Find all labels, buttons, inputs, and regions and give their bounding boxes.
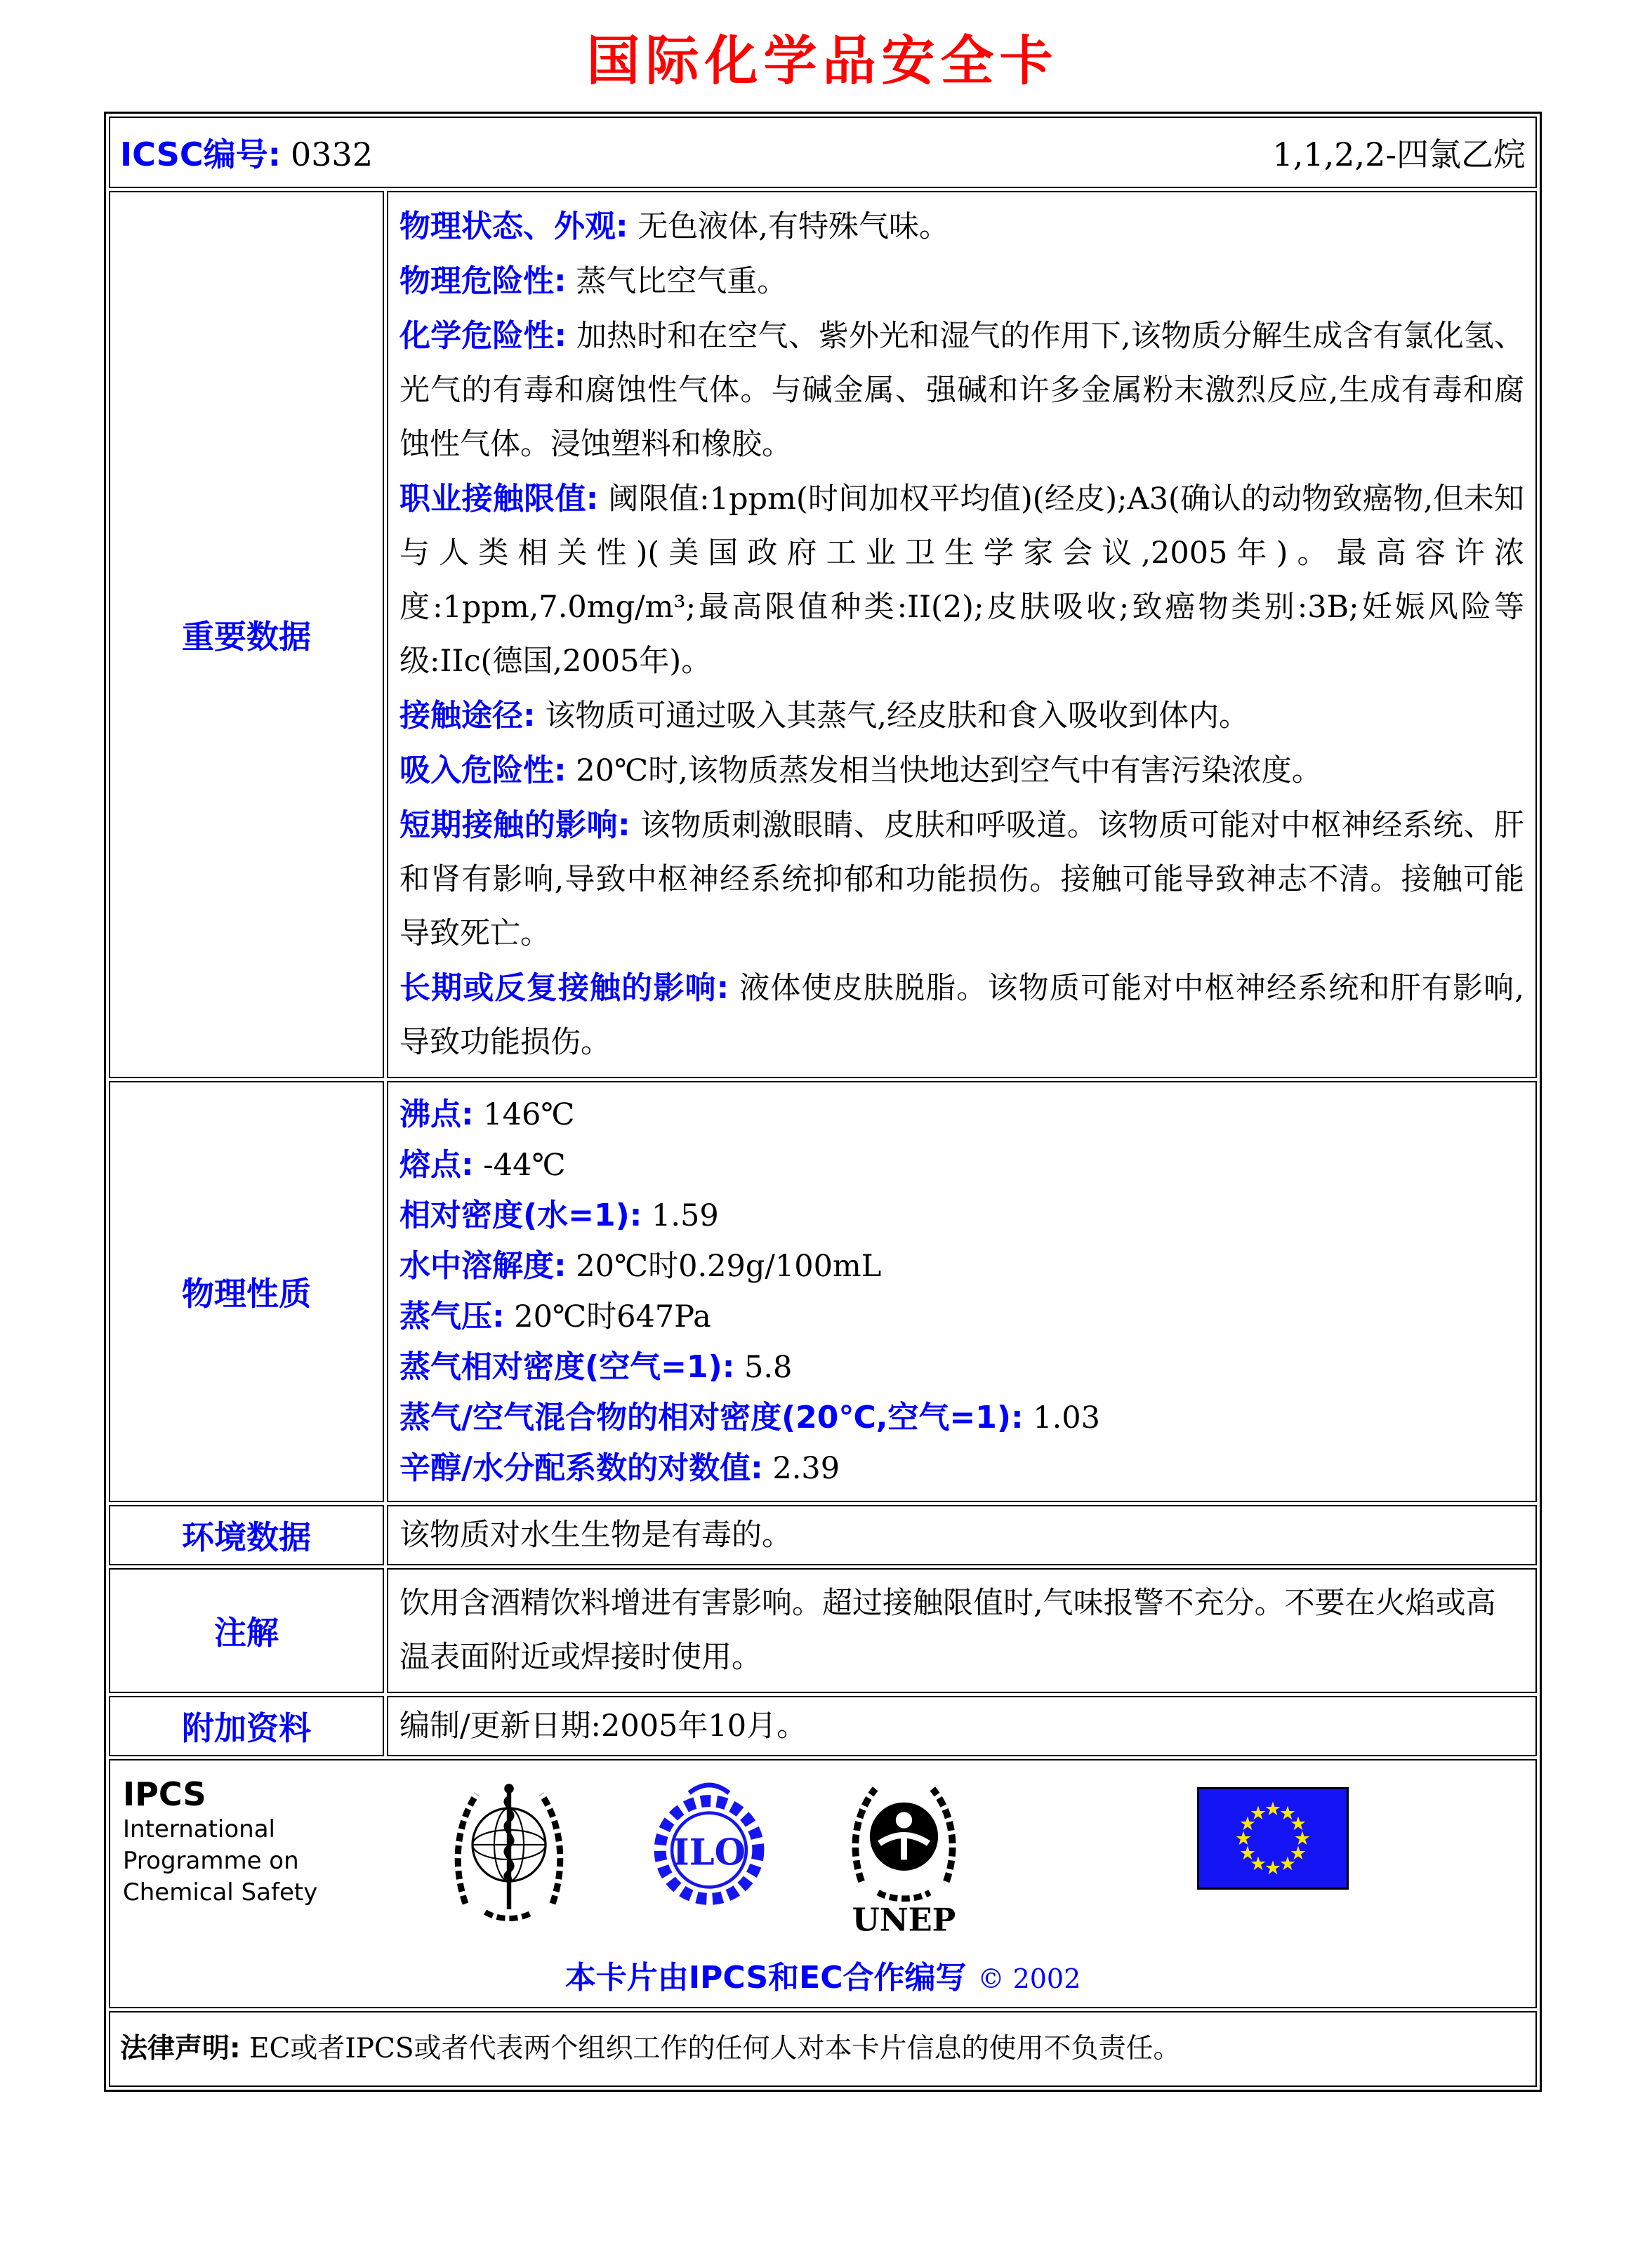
ipcs-text-block: IPCS International Programme on Chemical Safety (123, 1775, 333, 1909)
item-relative-density: 相对密度(水=1): 1.59 (399, 1198, 719, 1233)
copyright-text: © 2002 (977, 1963, 1081, 1994)
important-data-row (109, 191, 1537, 1078)
item-boiling-point: 沸点: 146℃ (399, 1096, 575, 1132)
svg-text:★: ★ (1264, 1798, 1282, 1820)
ilo-logo-icon (649, 1775, 769, 1928)
item-octanol-water-partition: 辛醇/水分配系数的对数值: 2.39 (399, 1450, 840, 1486)
svg-text:★: ★ (1279, 1853, 1297, 1875)
item-melting-point: 熔点: -44℃ (399, 1147, 566, 1183)
svg-text:★: ★ (1234, 1828, 1253, 1850)
icsc-document-page (0, 18, 1645, 2268)
item-exposure-limit: 职业接触限值: 阈限值:1ppm(时间加权平均值)(经皮);A3(确认的动物致癌物,但未知与人类相关性)(美国政府工业卫生学家会议,2005年)。最高容许浓度:1ppm,7.0mg/m³;最高限值种类:II(2);皮肤吸收;致癌物类别:3B;妊娠风险等级:IIc(德国,2005年)。 (399, 481, 1524, 679)
svg-text:★: ★ (1238, 1843, 1257, 1864)
svg-text:★: ★ (1264, 1857, 1282, 1879)
section-label-additional-info: 附加资料 (109, 1696, 384, 1756)
ipcs-title: IPCS (123, 1775, 206, 1813)
icsc-card-table (104, 112, 1542, 2092)
svg-text:★: ★ (1293, 1828, 1312, 1850)
icsc-number-label: ICSC编号: (120, 135, 282, 173)
svg-text:★: ★ (1249, 1803, 1267, 1824)
item-long-term-effects: 长期或反复接触的影响: 液体使皮肤脱脂。该物质可能对中枢神经系统和肝有影响,导致功能损伤。 (399, 970, 1524, 1060)
item-exposure-route: 接触途径: 该物质可通过吸入其蒸气,经皮肤和食入吸收到体内。 (399, 698, 1249, 734)
page-title: 国际化学品安全卡 (586, 29, 1059, 92)
additional-info-text: 编制/更新日期:2005年10月。 (399, 1709, 807, 1744)
svg-text:★: ★ (1249, 1853, 1267, 1875)
item-inhalation-risk: 吸入危险性: 20℃时,该物质蒸发相当快地达到空气中有害污染浓度。 (399, 752, 1322, 788)
additional-info-row (109, 1696, 1537, 1756)
environmental-data-row (109, 1505, 1537, 1565)
legal-row (109, 2011, 1537, 2087)
who-logo-icon (446, 1775, 572, 1932)
unep-logo-icon (843, 1775, 965, 1942)
svg-text:★: ★ (1289, 1813, 1307, 1835)
item-vapor-pressure: 蒸气压: 20℃时647Pa (399, 1299, 711, 1334)
chemical-name: 1,1,2,2-四氯乙烷 (1272, 135, 1526, 173)
item-chemical-hazard: 化学危险性: 加热时和在空气、紫外光和湿气的作用下,该物质分解生成含有氯化氢、光气的有毒和腐蚀性气体。与碱金属、强碱和许多金属粉末激烈反应,生成有毒和腐蚀性气体。浸蚀塑料和橡胶。 (399, 318, 1524, 462)
legal-statement (120, 2031, 1526, 2067)
section-label-physical-properties: 物理性质 (109, 1081, 384, 1502)
physical-properties-row (109, 1081, 1537, 1502)
eu-flag-icon (1197, 1787, 1349, 1892)
important-data-items (399, 199, 1524, 1070)
credit-text: 本卡片由IPCS和EC合作编写 (564, 1960, 967, 1996)
icsc-number-value: 0332 (291, 135, 374, 173)
legal-text: EC或者IPCS或者代表两个组织工作的任何人对本卡片信息的使用不负责任。 (249, 2033, 1181, 2064)
notes-text: 饮用含酒精饮料增进有害影响。超过接触限值时,气味报警不充分。不要在火焰或高温表面附近或焊接时使用。 (399, 1586, 1496, 1675)
section-label-environmental-data: 环境数据 (109, 1505, 384, 1565)
item-vapor-air-mixture-density: 蒸气/空气混合物的相对密度(20℃,空气=1): 1.03 (399, 1400, 1101, 1435)
section-label-notes: 注解 (109, 1568, 384, 1693)
svg-text:★: ★ (1289, 1843, 1307, 1864)
section-label-important-data: 重要数据 (109, 191, 384, 1078)
item-vapor-relative-density: 蒸气相对密度(空气=1): 5.8 (399, 1349, 793, 1385)
svg-text:ILO: ILO (672, 1831, 746, 1874)
item-physical-state: 物理状态、外观: 无色液体,有特殊气味。 (399, 208, 949, 244)
legal-label: 法律声明: (120, 2033, 241, 2064)
notes-row (109, 1568, 1537, 1693)
logos-row (109, 1759, 1537, 2008)
svg-text:★: ★ (1279, 1803, 1297, 1824)
svg-text:★: ★ (1238, 1813, 1257, 1835)
svg-text:UNEP: UNEP (852, 1901, 956, 1939)
item-water-solubility: 水中溶解度: 20℃时0.29g/100mL (399, 1248, 882, 1284)
credit-line (117, 1952, 1528, 1997)
item-physical-hazard: 物理危险性: 蒸气比空气重。 (399, 263, 788, 299)
environmental-data-text: 该物质对水生生物是有毒的。 (399, 1518, 792, 1553)
physical-properties-items (399, 1089, 1524, 1494)
item-short-term-effects: 短期接触的影响: 该物质刺激眼睛、皮肤和呼吸道。该物质可能对中枢神经系统、肝和肾有影响,导致中枢神经系统抑郁和功能损伤。接触可能导致神志不清。接触可能导致死亡。 (399, 807, 1524, 951)
header-row (109, 117, 1537, 188)
icsc-number-group (120, 129, 373, 175)
